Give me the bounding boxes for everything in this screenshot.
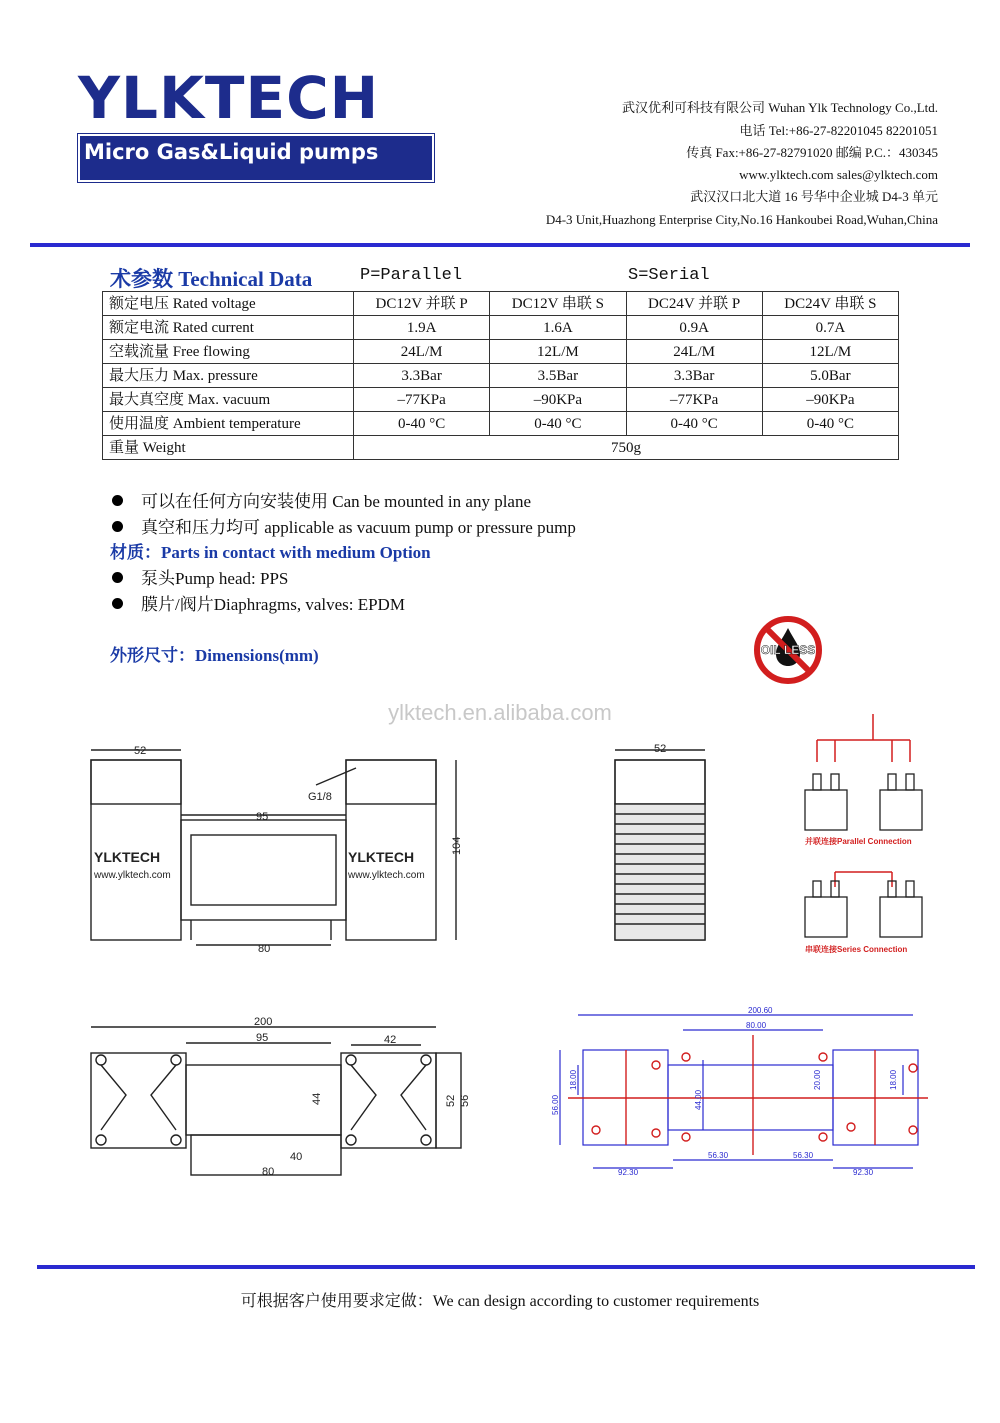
logo-title: YLKTECH <box>78 64 380 132</box>
dim-label: 80 <box>258 943 271 955</box>
table-cell: 12L/M <box>762 340 898 364</box>
table-cell: 0-40 °C <box>762 412 898 436</box>
dim-label: 52 <box>445 1094 457 1107</box>
table-cell: 最大真空度 Max. vacuum <box>103 388 354 412</box>
dim-label: 52 <box>134 745 147 757</box>
front-view-drawing <box>86 740 466 960</box>
table-cell: 1.9A <box>354 316 490 340</box>
oil-less-icon <box>752 614 824 686</box>
serial-note: S=Serial <box>628 266 710 285</box>
contact-web-email: www.ylktech.com sales@ylktech.com <box>739 167 938 182</box>
dim-label: 56.30 <box>708 1151 729 1160</box>
table-row <box>103 388 899 412</box>
table-cell: 重量 Weight <box>103 436 354 460</box>
table-row <box>103 292 899 316</box>
table-cell: DC24V 串联 S <box>762 292 898 316</box>
materials-title: 材质：Parts in contact with medium Option <box>110 543 431 562</box>
watermark: ylktech.en.alibaba.com <box>388 700 612 725</box>
table-cell: 3.3Bar <box>354 364 490 388</box>
dim-label: 56 <box>459 1094 471 1107</box>
spec-table <box>102 291 899 460</box>
bottom-view-drawing <box>86 1015 476 1180</box>
table-cell: 5.0Bar <box>762 364 898 388</box>
table-cell: –77KPa <box>354 388 490 412</box>
table-cell: 0-40 °C <box>626 412 762 436</box>
table-row <box>103 316 899 340</box>
footer-rule <box>37 1265 975 1269</box>
dim-label: 18.00 <box>569 1069 578 1090</box>
dim-label: 44 <box>311 1092 323 1105</box>
table-row <box>103 412 899 436</box>
table-cell: 额定电流 Rated current <box>103 316 354 340</box>
logo-subtitle: Micro Gas&Liquid pumps <box>84 140 379 164</box>
dim-label: 92.30 <box>853 1168 874 1177</box>
contact-address-cn: 武汉汉口北大道 16 号华中企业城 D4-3 单元 <box>690 189 938 204</box>
tech-title: 术参数 Technical Data <box>110 267 313 291</box>
list-item <box>112 513 576 538</box>
dim-label: G1/8 <box>308 791 332 803</box>
table-cell: 0.7A <box>762 316 898 340</box>
side-view-drawing <box>610 740 715 945</box>
list-item <box>112 564 288 589</box>
table-cell: DC12V 串联 S <box>490 292 626 316</box>
footer-note: 可根据客户使用要求定做：We can design according to customer requirements <box>240 1293 760 1310</box>
dim-label: 52 <box>654 743 667 755</box>
table-cell: –90KPa <box>490 388 626 412</box>
pump-url-label: www.ylktech.com <box>348 870 425 881</box>
contact-company: 武汉优利可科技有限公司 Wuhan Ylk Technology Co.,Ltd. <box>622 100 938 115</box>
dim-label: 56.00 <box>551 1094 560 1115</box>
dim-label: 92.30 <box>618 1168 639 1177</box>
table-cell: –90KPa <box>762 388 898 412</box>
dim-label: 56.30 <box>793 1151 814 1160</box>
dim-label: 44.00 <box>694 1089 703 1110</box>
table-cell: 最大压力 Max. pressure <box>103 364 354 388</box>
table-cell: 空载流量 Free flowing <box>103 340 354 364</box>
pump-logo-label: YLKTECH <box>348 849 415 865</box>
table-cell: 3.5Bar <box>490 364 626 388</box>
parallel-connection-label: 并联连接Parallel Connection <box>805 837 912 846</box>
table-cell: 0-40 °C <box>354 412 490 436</box>
table-row <box>103 364 899 388</box>
table-cell: –77KPa <box>626 388 762 412</box>
pump-url-label: www.ylktech.com <box>94 870 171 881</box>
contact-address-en: D4-3 Unit,Huazhong Enterprise City,No.16 Hankoubei Road,Wuhan,China <box>545 212 938 227</box>
material-text: 泵头Pump head: PPS <box>141 569 289 588</box>
connection-diagram <box>795 712 930 962</box>
dim-label: 18.00 <box>889 1069 898 1090</box>
contact-tel: 电话 Tel:+86-27-82201045 82201051 <box>739 123 938 138</box>
dim-label: 42 <box>384 1034 397 1046</box>
dim-label: 200 <box>254 1016 273 1028</box>
dim-label: 95 <box>256 1032 269 1044</box>
dim-label: 200.60 <box>748 1006 773 1015</box>
mounting-drawing <box>548 1005 938 1180</box>
table-cell: 750g <box>354 436 899 460</box>
table-cell: DC24V 并联 P <box>626 292 762 316</box>
material-text: 膜片/阀片Diaphragms, valves: EPDM <box>141 595 405 614</box>
dim-label: 80 <box>262 1166 275 1178</box>
table-cell: 0-40 °C <box>490 412 626 436</box>
table-row <box>103 340 899 364</box>
dim-label: 80.00 <box>746 1021 767 1030</box>
pump-logo-label: YLKTECH <box>94 849 161 865</box>
dimensions-title: 外形尺寸：Dimensions(mm) <box>110 646 319 665</box>
table-cell: DC12V 并联 P <box>354 292 490 316</box>
list-item <box>112 590 405 615</box>
feature-text: 真空和压力均可 applicable as vacuum pump or pressure pump <box>141 518 576 537</box>
table-cell: 24L/M <box>354 340 490 364</box>
header-rule <box>30 243 970 247</box>
parallel-note: P=Parallel <box>360 266 463 285</box>
bullet-icon <box>112 572 123 583</box>
oil-less-label: OIL LESS <box>760 643 816 657</box>
table-cell: 0.9A <box>626 316 762 340</box>
bullet-icon <box>112 521 123 532</box>
table-row <box>103 436 899 460</box>
table-cell: 使用温度 Ambient temperature <box>103 412 354 436</box>
dim-label: 40 <box>290 1151 303 1163</box>
table-cell: 3.3Bar <box>626 364 762 388</box>
bullet-icon <box>112 598 123 609</box>
dim-label: 95 <box>256 811 269 823</box>
dim-label: 104 <box>451 836 463 855</box>
contact-fax: 传真 Fax:+86-27-82791020 邮编 P.C.：430345 <box>686 145 938 160</box>
table-cell: 24L/M <box>626 340 762 364</box>
list-item <box>112 487 531 512</box>
series-connection-label: 串联连接Series Connection <box>805 945 908 954</box>
dim-label: 20.00 <box>813 1069 822 1090</box>
table-cell: 1.6A <box>490 316 626 340</box>
table-cell: 12L/M <box>490 340 626 364</box>
feature-text: 可以在任何方向安装使用 Can be mounted in any plane <box>141 492 532 511</box>
table-cell: 额定电压 Rated voltage <box>103 292 354 316</box>
bullet-icon <box>112 495 123 506</box>
